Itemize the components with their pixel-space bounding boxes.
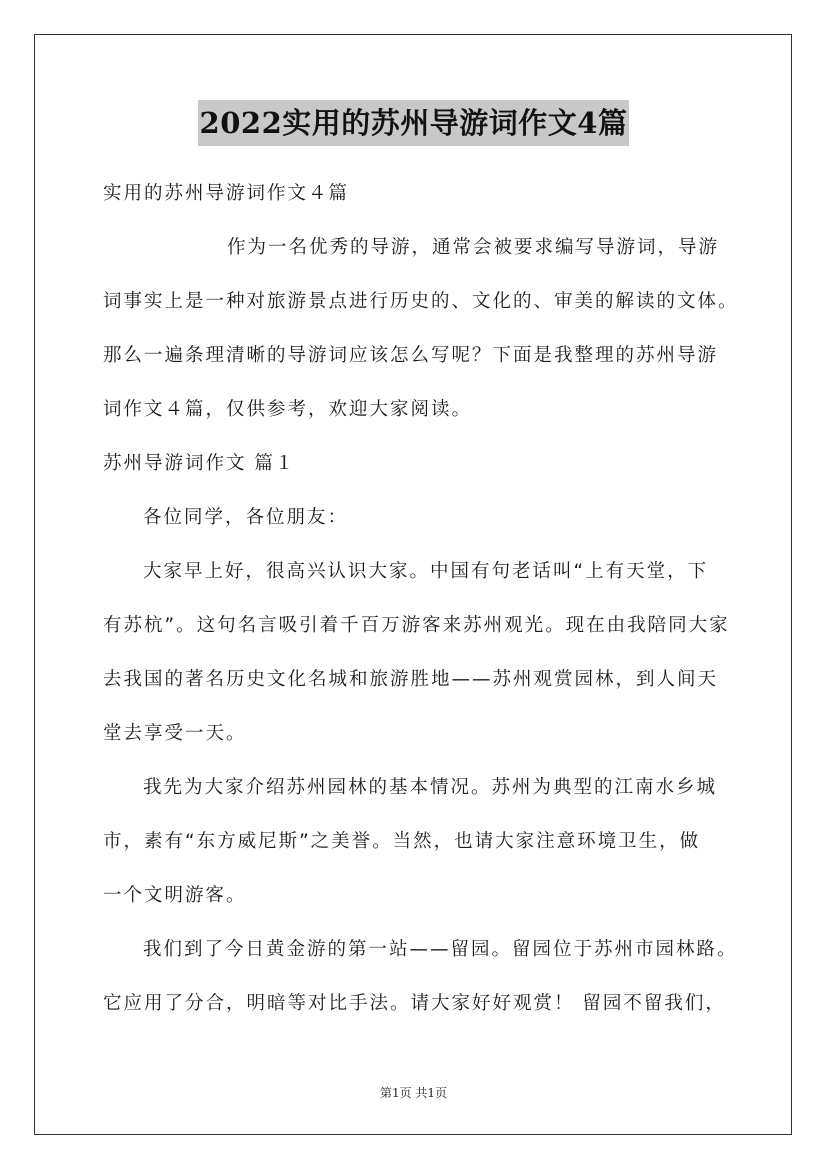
paragraph-line: 那么一遍条理清晰的导游词应该怎么写呢？下面是我整理的苏州导游: [103, 345, 719, 366]
paragraph-line: 有苏杭”。这句名言吸引着千百万游客来苏州观光。现在由我陪同大家: [103, 615, 730, 636]
document-title: 2022实用的苏州导游词作文4篇: [198, 100, 630, 146]
paragraph-line: 各位同学，各位朋友：: [143, 507, 349, 528]
paragraph-line: 我先为大家介绍苏州园林的基本情况。苏州为典型的江南水乡城: [143, 777, 718, 798]
paragraph-line: 堂去享受一天。: [103, 723, 247, 744]
paragraph-line: 我们到了今日黄金游的第一站——留园。留园位于苏州市园林路。: [143, 939, 738, 960]
paragraph-line: 它应用了分合，明暗等对比手法。请大家好好观赏！ 留园不留我们，: [103, 993, 726, 1014]
paragraph-line: 作为一名优秀的导游，通常会被要求编写导游词，导游: [227, 237, 720, 258]
paragraph-line: 大家早上好，很高兴认识大家。中国有句老话叫“上有天堂，下: [143, 561, 709, 582]
section-heading: 苏州导游词作文 篇１: [103, 453, 296, 474]
document-subtitle: 实用的苏州导游词作文４篇: [103, 183, 350, 204]
paragraph-line: 词作文４篇，仅供参考，欢迎大家阅读。: [103, 399, 473, 420]
paragraph-line: 市，素有“东方威尼斯”之美誉。当然，也请大家注意环境卫生，做: [103, 831, 701, 852]
paragraph-line: 词事实上是一种对旅游景点进行历史的、文化的、审美的解读的文体。: [103, 291, 739, 312]
paragraph-line: 一个文明游客。: [103, 885, 247, 906]
page-number: 第1页 共1页: [379, 1086, 448, 1100]
title-container: [0, 100, 827, 146]
paragraph-line: 去我国的著名历史文化名城和旅游胜地——苏州观赏园林，到人间天: [103, 669, 719, 690]
